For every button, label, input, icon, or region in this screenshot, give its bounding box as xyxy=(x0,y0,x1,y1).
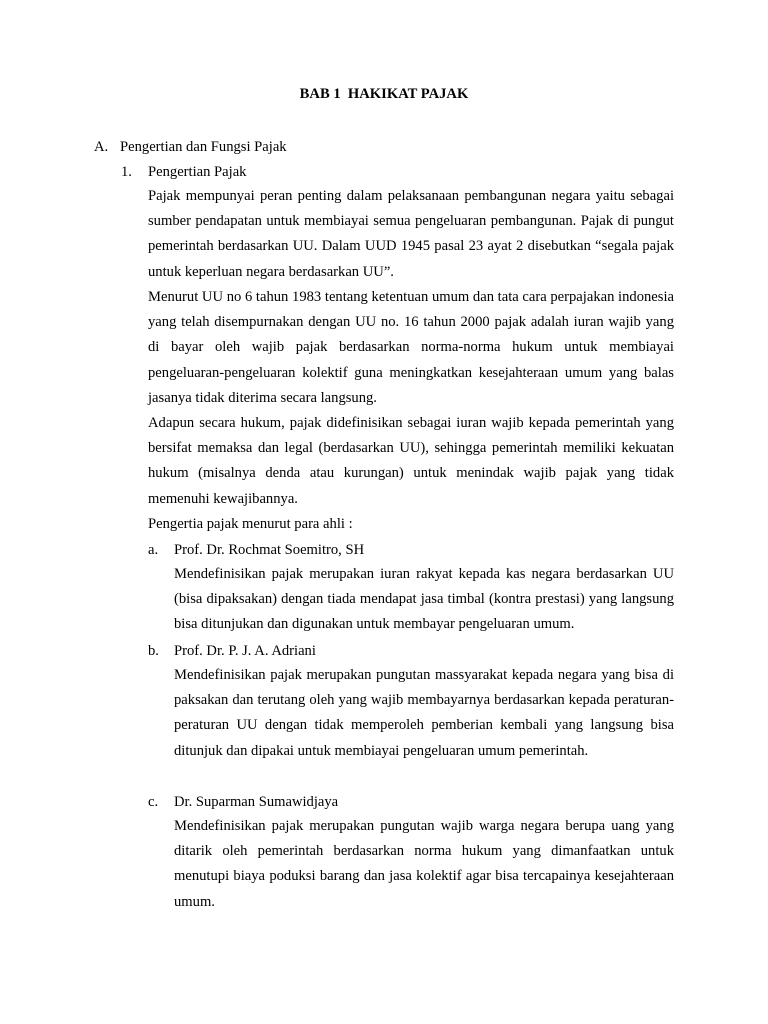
expert-marker: c. xyxy=(148,794,159,810)
expert-definition: Mendefinisikan pajak merupakan iuran rakyat kepada kas negara berdasarkan UU (bisa dipaksakan) dengan tiada mendapat jasa timbal (kontra prestasi) yang langsung bisa ditunjukan dan digunakan untuk membayar pengeluaran umum. xyxy=(174,566,674,633)
section-heading: Pengertian dan Fungsi Pajak xyxy=(120,139,287,155)
paragraph-2: Menurut UU no 6 tahun 1983 tentang ketentuan umum dan tata cara perpajakan indonesia yang telah disempurnakan dengan UU no. 16 tahun 2000 pajak adalah iuran wajib yang di bayar oleh wajib pajak berdasarkan norma-norma hukum untuk membiayai pengeluaran-pengeluaran kolektif guna meningkatkan kesejahteraan umum yang balas jasanya tidak diterima secara langsung. xyxy=(148,289,674,406)
paragraph-3: Adapun secara hukum, pajak didefinisikan sebagai iuran wajib kepada pemerintah yang bersifat memaksa dan legal (berdasarkan UU), sehingga pemerintah memiliki kekuatan hukum (misalnya denda atau kurungan) untuk menindak wajib pajak yang tidak memenuhi kewajibannya. xyxy=(148,415,674,507)
expert-name: Prof. Dr. P. J. A. Adriani xyxy=(174,643,316,659)
paragraph-1: Pajak mempunyai peran penting dalam pelaksanaan pembangunan negara yaitu sebagai sumber pendapatan untuk membiayai semua pengeluaran pembangunan. Pajak di pungut pemerintah berdasarkan UU. Dalam UUD 1945 pasal 23 ayat 2 disebutkan “segala pajak untuk keperluan negara berdasarkan UU”. xyxy=(148,188,674,280)
expert-definition: Mendefinisikan pajak merupakan pungutan massyarakat kepada negara yang bisa di paksakan dan terutang oleh yang wajib membayarnya berdasarkan kepada peraturan-peraturan UU dengan tidak memperoleh pemberian kembali yang langsung bisa ditunjuk dan dipakai untuk membiayai pengeluaran umum pemerintah. xyxy=(174,667,674,759)
expert-definition: Mendefinisikan pajak merupakan pungutan wajib warga negara berupa uang yang ditarik oleh pemerintah berdasarkan norma hukum yang dimanfaatkan untuk menutupi biaya poduksi barang dan jasa kolektif agar bisa tercapainya kesejahteraan umum. xyxy=(174,818,674,910)
expert-name: Dr. Suparman Sumawidjaya xyxy=(174,794,339,810)
expert-marker: b. xyxy=(148,643,159,659)
expert-marker: a. xyxy=(148,542,159,558)
section-marker: A. xyxy=(94,139,109,155)
chapter-title: BAB 1 HAKIKAT PAJAK xyxy=(299,86,469,102)
subsection-marker: 1. xyxy=(121,164,132,180)
expert-name: Prof. Dr. Rochmat Soemitro, SH xyxy=(174,542,365,558)
subsection-heading: Pengertian Pajak xyxy=(148,164,247,180)
paragraph-4: Pengertia pajak menurut para ahli : xyxy=(148,516,353,532)
